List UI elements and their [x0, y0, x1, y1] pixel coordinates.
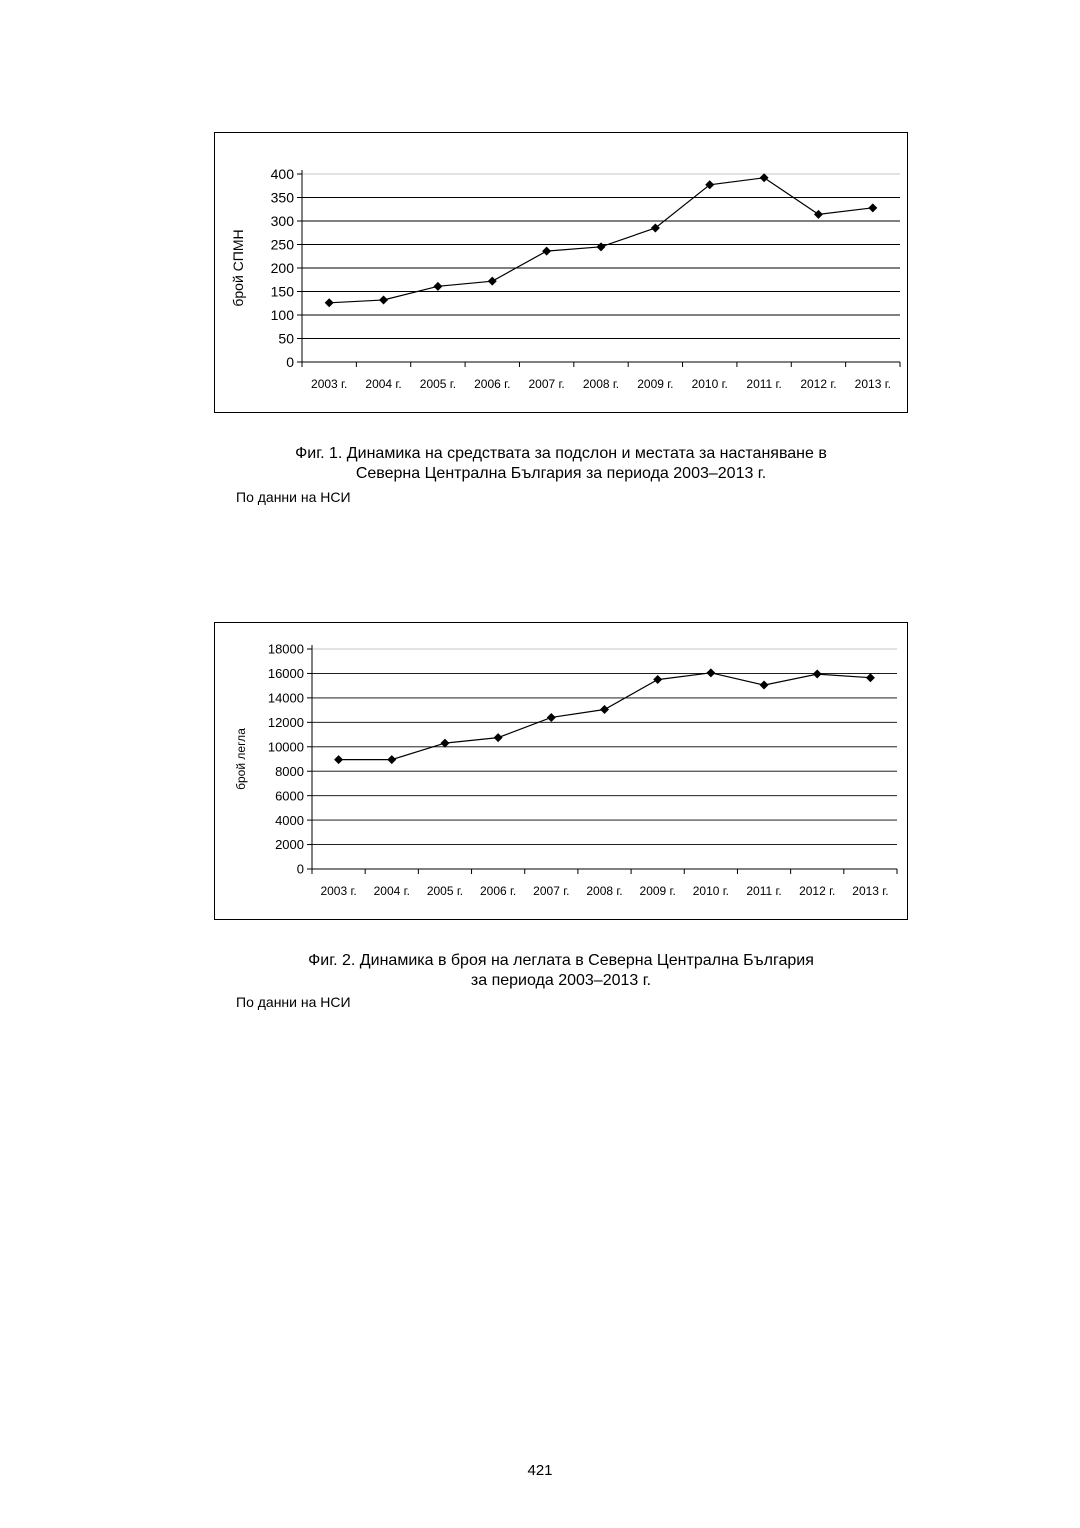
figure-2-caption-line-1: Фиг. 2. Динамика в броя на леглата в Северна Централна България	[308, 952, 814, 969]
chart-2-y-tick-label: 10000	[267, 739, 304, 755]
chart-1-y-tick-label: 100	[270, 307, 294, 324]
chart-2-x-tick-label: 2010 г.	[692, 884, 730, 898]
chart-2-y-tick-label: 2000	[275, 837, 304, 853]
chart-1-data-point	[488, 277, 497, 286]
chart-1-x-tick-label: 2006 г.	[474, 377, 511, 391]
chart-2-y-tick-label: 8000	[275, 763, 304, 779]
chart-2-y-axis-title: брой легла	[234, 728, 248, 790]
chart-1-y-tick-label: 350	[270, 189, 294, 206]
chart-1-data-point	[760, 173, 769, 182]
chart-1-x-tick-label: 2009 г.	[637, 377, 674, 391]
chart-1-y-tick-label: 300	[270, 213, 294, 230]
chart-2-data-point	[706, 668, 715, 677]
chart-2-data-point	[760, 681, 769, 690]
chart-2-data-point	[653, 675, 662, 684]
chart-2-data-point	[494, 733, 503, 742]
figure-1-source: По данни на НСИ	[236, 489, 351, 505]
chart-2-y-tick-label: 12000	[267, 715, 304, 731]
chart-1-x-tick-label: 2004 г.	[365, 377, 402, 391]
chart-2-data-point	[813, 670, 822, 679]
figure-2-caption	[214, 951, 908, 991]
chart-1-x-tick-label: 2008 г.	[582, 377, 620, 391]
figure-2-source: По данни на НСИ	[236, 994, 351, 1010]
chart-2-frame	[214, 622, 908, 920]
chart-1-data-point	[325, 298, 334, 307]
chart-1-y-tick-label: 150	[270, 283, 294, 300]
figure-1-caption	[214, 444, 908, 484]
chart-1-y-tick-label: 50	[278, 330, 294, 347]
chart-1-series-line	[329, 178, 873, 303]
chart-1-x-tick-label: 2003 г.	[311, 377, 348, 391]
chart-2-x-tick-label: 2004 г.	[373, 884, 410, 898]
chart-1-data-point	[542, 247, 551, 256]
chart-1-x-tick-label: 2007 г.	[528, 377, 565, 391]
chart-1-x-tick-label: 2013 г.	[854, 377, 891, 391]
chart-1-y-tick-label: 400	[270, 166, 294, 183]
chart-2-y-tick-label: 4000	[275, 812, 304, 828]
chart-1-frame	[214, 132, 908, 413]
chart-1-x-tick-label: 2011 г.	[746, 377, 782, 391]
figure-1-caption-line-2: Северна Централна България за периода 2003–2013 г.	[355, 465, 767, 482]
chart-2-x-tick-label: 2006 г.	[479, 884, 517, 898]
chart-2-data-point	[547, 713, 556, 722]
chart-2-x-tick-label: 2007 г.	[533, 884, 570, 898]
chart-1-x-tick-label: 2012 г.	[800, 377, 837, 391]
chart-2-y-tick-label: 14000	[267, 690, 304, 706]
page-number: 421	[527, 1462, 553, 1479]
figure-1-caption-line-1: Фиг. 1. Динамика на средствата за подслон и местата за настаняване в	[295, 445, 827, 462]
chart-2-data-point	[600, 705, 609, 714]
chart-1-data-point	[379, 295, 388, 304]
chart-2-svg	[215, 623, 907, 918]
chart-2-data-point	[440, 739, 449, 748]
chart-2-data-point	[387, 755, 396, 764]
chart-2-x-tick-label: 2013 г.	[852, 884, 889, 898]
figure-2-caption-line-2: за периода 2003–2013 г.	[470, 972, 652, 989]
chart-1-y-tick-label: 250	[270, 236, 294, 253]
chart-2-y-tick-label: 18000	[267, 641, 304, 657]
chart-2-y-tick-label: 0	[296, 861, 304, 877]
chart-2-x-tick-label: 2012 г.	[799, 884, 836, 898]
chart-2-x-tick-label: 2008 г.	[586, 884, 623, 898]
chart-2-data-point	[334, 755, 343, 764]
chart-2-y-tick-label: 6000	[275, 788, 304, 804]
chart-1-y-tick-label: 200	[270, 260, 294, 277]
chart-2-x-tick-label: 2009 г.	[639, 884, 676, 898]
chart-2-x-tick-label: 2011 г.	[746, 884, 782, 898]
chart-1-x-tick-label: 2010 г.	[691, 377, 728, 391]
chart-2-y-tick-label: 16000	[267, 666, 304, 682]
chart-1-x-tick-label: 2005 г.	[419, 377, 457, 391]
chart-1-svg	[215, 133, 907, 411]
chart-1-y-axis-title: брой СПМН	[230, 229, 246, 307]
chart-2-x-tick-label: 2003 г.	[320, 884, 357, 898]
chart-1-data-point	[433, 282, 442, 291]
chart-2-data-point	[866, 673, 875, 682]
chart-2-x-tick-label: 2005 г.	[426, 884, 464, 898]
chart-1-data-point	[868, 203, 877, 212]
chart-1-data-point	[814, 210, 823, 219]
chart-1-y-tick-label: 0	[286, 354, 294, 371]
chart-1-data-point	[597, 242, 606, 251]
